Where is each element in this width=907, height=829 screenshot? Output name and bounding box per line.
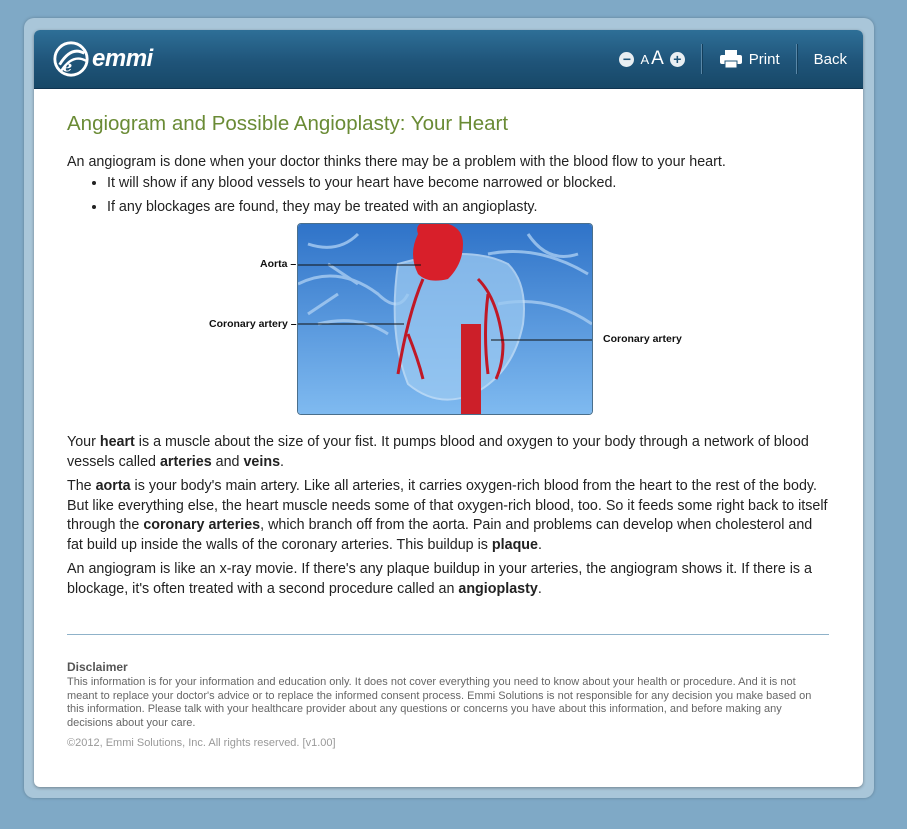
label-aorta: Aorta –	[260, 258, 297, 270]
copyright: ©2012, Emmi Solutions, Inc. All rights reserved. [v1.00]	[67, 736, 336, 749]
printer-icon	[719, 49, 743, 69]
intro-paragraph: An angiogram is done when your doctor thinks there may be a problem with the blood flow to your heart.	[67, 153, 726, 170]
content-window	[34, 30, 863, 787]
page-title: Angiogram and Possible Angioplasty: Your Heart	[67, 112, 509, 135]
disclaimer-title: Disclaimer	[67, 660, 128, 674]
font-small-label[interactable]: A	[640, 51, 650, 67]
back-button[interactable]	[814, 51, 847, 68]
print-label: Print	[748, 50, 780, 68]
toolbar	[619, 30, 863, 88]
divider	[67, 634, 829, 635]
header-bar	[34, 30, 863, 89]
heart-figure	[67, 221, 829, 433]
paragraph-aorta: The aorta is your body's main artery. Like all arteries, it carries oxygen-rich blood from the heart to the rest of the body. But like everything else, the heart muscle needs some of that oxygen-rich blood, too. So it feeds some right back to itself through the coronary arteries, which branch off from the aorta. Pain and problems can develop when cholesterol and fat build up inside the walls of the coronary arteries. This buildup is plaque.	[67, 478, 828, 553]
plus-circle-icon: +	[670, 52, 685, 67]
svg-text:e: e	[62, 57, 73, 76]
heart-image	[298, 224, 592, 414]
logo-text: emmi	[92, 45, 153, 72]
increase-font-button[interactable]	[670, 52, 685, 67]
emmi-logo-icon	[52, 40, 90, 78]
paragraph-heart: Your heart is a muscle about the size of your fist. It pumps blood and oxygen to your body through a network of blood vessels called arteries and veins.	[67, 434, 809, 470]
emmi-logo	[52, 40, 153, 78]
list-item: • If any blockages are found, they may be treated with an angioplasty.	[107, 198, 829, 218]
back-label: Back	[813, 50, 847, 68]
print-button[interactable]	[719, 49, 780, 69]
label-coronary-artery-left: Coronary artery –	[209, 318, 297, 330]
label-coronary-artery-right: Coronary artery	[603, 333, 682, 345]
heart-illustration	[297, 223, 593, 415]
disclaimer-text: This information is for your information and education only. It does not cover everything you need to know about your health or procedure. And it is not meant to replace your doctor's advice or to replace the informed consent process. Emmi Solutions is not responsible for any decision you make based on this information. Please talk with your healthcare provider about any questions or concerns you have about this information, and before making any decisions about your care.	[67, 675, 812, 730]
article	[67, 114, 829, 599]
decrease-font-button[interactable]	[619, 52, 634, 67]
list-item: • It will show if any blood vessels to your heart have become narrowed or blocked.	[107, 174, 829, 194]
toolbar-divider	[701, 44, 703, 74]
paragraph-angiogram: An angiogram is like an x-ray movie. If there's any plaque buildup in your arteries, the angiogram shows it. If there is a blockage, it's often treated with a second procedure called an angioplasty.	[67, 561, 812, 597]
minus-circle-icon: −	[619, 52, 634, 67]
bullet-list	[67, 174, 829, 217]
disclaimer	[67, 661, 829, 751]
toolbar-divider	[796, 44, 798, 74]
font-large-label[interactable]: A	[651, 48, 664, 69]
